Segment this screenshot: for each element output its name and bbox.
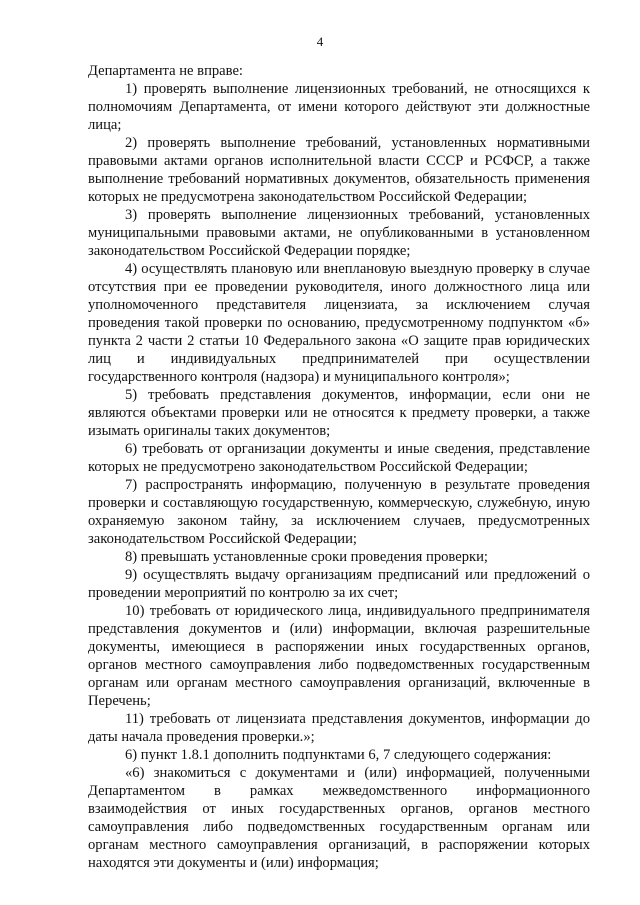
paragraph-subitem-6: «6) знакомиться с документами и (или) информацией, полученными Департаментом в рамках межведомственного информационного взаимодействия от иных государственных органов, органов местного самоуправления либо подведомственных государственным органам или органам местного самоуправления организаций, в распоряжении которых находятся эти документы и (или) информация; <box>88 765 590 871</box>
paragraph-item-7: 7) распространять информацию, полученную в результате проведения проверки и составляющую государственную, коммерческую, служебную, иную охраняемую законом тайну, за исключением случаев, предусмотренных законодательством Российской Федерации; <box>88 477 590 547</box>
paragraph-item-10: 10) требовать от юридического лица, индивидуального предпринимателя представления документов и (или) информации, включая разрешительные документы, имеющиеся в распоряжении иных государственных органов, органов местного самоуправления либо подведомственных государственным органам или органам местного самоуправления организаций, включенные в Перечень; <box>88 603 590 709</box>
paragraph-intro: Департамента не вправе: <box>88 63 243 79</box>
paragraph-item-4: 4) осуществлять плановую или внеплановую выездную проверку в случае отсутствия при ее проведении руководителя, иного должностного лица или уполномоченного представителя лицензиата, за исключением случая проведения такой проверки по основанию, предусмотренному подпунктом «б» пункта 2 части 2 статьи 10 Федерального закона «О защите прав юридических лиц и индивидуальных предпринимателей при осуществлении государственного контроля (надзора) и муниципального контроля»; <box>88 261 590 385</box>
paragraph-item-1: 1) проверять выполнение лицензионных требований, не относящихся к полномочиям Департамента, от имени которого действуют эти должностные лица; <box>88 81 590 133</box>
page-number: 4 <box>316 34 324 49</box>
paragraph-item-3: 3) проверять выполнение лицензионных требований, установленных муниципальными правовыми актами, не опубликованными в установленном законодательством Российской Федерации порядке; <box>88 207 590 259</box>
paragraph-item-8: 8) превышать установленные сроки проведения проверки; <box>125 549 488 565</box>
paragraph-item-5: 5) требовать представления документов, информации, если они не являются объектами проверки или не относятся к предмету проверки, а также изымать оригиналы таких документов; <box>88 387 590 439</box>
paragraph-amendment-6: 6) пункт 1.8.1 дополнить подпунктами 6, 7 следующего содержания: <box>125 747 552 763</box>
paragraph-item-6: 6) требовать от организации документы и иные сведения, представление которых не предусмотрено законодательством Российской Федерации; <box>88 441 590 475</box>
document-body <box>88 62 590 872</box>
paragraph-item-2: 2) проверять выполнение требований, установленных нормативными правовыми актами органов исполнительной власти СССР и РСФСР, а также выполнение требований нормативных документов, обязательность применения которых не предусмотрена законодательством Российской Федерации; <box>88 135 590 205</box>
paragraph-item-9: 9) осуществлять выдачу организациям предписаний или предложений о проведении мероприятий по контролю за их счет; <box>88 567 590 601</box>
paragraph-item-11: 11) требовать от лицензиата представления документов, информации до даты начала проведения проверки.»; <box>88 711 590 745</box>
